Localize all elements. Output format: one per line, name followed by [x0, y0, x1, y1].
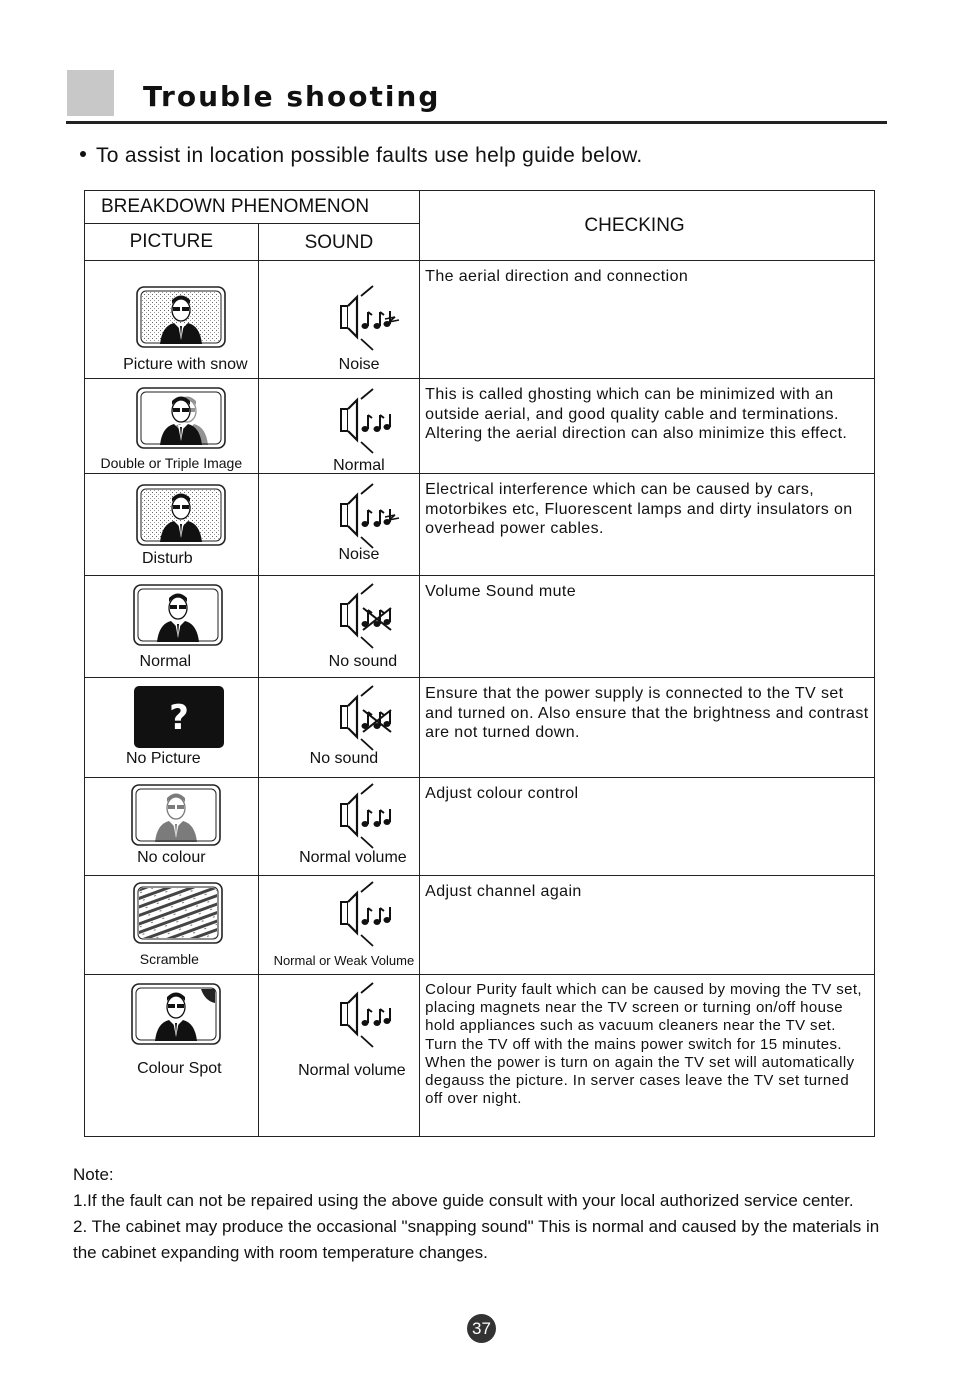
picture-label: Scramble [139, 951, 199, 967]
sound-label: Noise [338, 356, 380, 373]
header-breakdown: BREAKDOWN PHENOMENON [85, 191, 420, 224]
tv-colour-spot-icon [131, 983, 221, 1045]
header-square [67, 70, 114, 116]
checking-text: Colour Purity fault which can be caused by moving the TV set, placing magnets near the TV screen or turning on/off house hold appliances such as vacuum cleaners near the TV set. Turn the TV off with the mains power switch for 15 minutes. When the power is turn on again the TV set will automatically degauss the picture. In server cases leave the TV set turned off over night. [425, 981, 862, 1108]
picture-label: Normal [139, 653, 192, 670]
header-sound: SOUND [258, 224, 420, 261]
sound-label: Normal volume [299, 849, 407, 866]
picture-label: No Picture [125, 750, 201, 767]
tv-normal-icon [133, 584, 223, 646]
sound-label: No sound [328, 653, 398, 670]
header-picture: PICTURE [85, 224, 259, 261]
troubleshooting-table [84, 190, 875, 1137]
checking-text: The aerial direction and connection [425, 268, 689, 285]
tv-ghost-icon [136, 387, 226, 449]
page-title: Trouble shooting [143, 80, 441, 113]
tv-disturb-icon [136, 484, 226, 546]
table-row [85, 678, 875, 778]
speaker-mute-icon [337, 684, 403, 752]
svg-text:?: ? [169, 698, 189, 738]
speaker-noise-icon [337, 284, 403, 352]
sound-label: Noise [338, 546, 380, 563]
sound-label: No sound [309, 750, 379, 767]
picture-label: No colour [137, 849, 206, 866]
speaker-normal-icon [337, 387, 403, 455]
note-1: 1.If the fault can not be repaired using the above guide consult with your local authorized service center. [73, 1191, 854, 1210]
notes-section [73, 1162, 885, 1266]
tv-scramble-icon [133, 882, 223, 944]
speaker-mute-icon [337, 582, 403, 650]
header-checking: CHECKING [420, 191, 875, 261]
table-row [85, 379, 875, 474]
intro-text: To assist in location possible faults use help guide below. [96, 144, 643, 167]
sound-label: Normal or Weak Volume [273, 953, 415, 968]
table-row [85, 261, 875, 379]
note-heading: Note: [73, 1165, 114, 1184]
picture-label: Disturb [141, 550, 193, 567]
page-number: 37 [467, 1314, 496, 1343]
title-rule [66, 121, 887, 124]
checking-text: Adjust colour control [425, 785, 579, 802]
table-row [85, 576, 875, 678]
checking-text: Volume Sound mute [425, 583, 577, 600]
tv-no-colour-icon [131, 784, 221, 846]
picture-label: Colour Spot [137, 1060, 222, 1077]
speaker-normal-icon [337, 981, 403, 1049]
sound-label: Normal volume [298, 1062, 406, 1079]
checking-text: This is called ghosting which can be minimized with an outside aerial, and good quality cable and terminations. Altering the aerial direction can also minimize this effect. [425, 386, 848, 442]
sound-label: Normal [333, 457, 385, 474]
table-row [85, 474, 875, 576]
speaker-noise-icon [337, 482, 403, 550]
checking-text: Electrical interference which can be caused by cars, motorbikes etc, Fluorescent lamps and dirty insulators on overhead power cables. [425, 481, 853, 537]
table-row [85, 876, 875, 975]
picture-label: Double or Triple Image [100, 455, 243, 471]
table-row [85, 975, 875, 1137]
tv-no-picture-icon [133, 685, 225, 749]
checking-text: Adjust channel again [425, 883, 582, 900]
picture-label: Picture with snow [123, 356, 248, 373]
speaker-normal-icon [337, 880, 403, 948]
table-row [85, 778, 875, 876]
intro-line [80, 144, 643, 168]
tv-snow-icon [136, 286, 226, 348]
bullet-icon [80, 151, 86, 157]
checking-text: Ensure that the power supply is connected to the TV set and turned on. Also ensure that the brightness and contrast are not turned down. [425, 685, 869, 741]
note-2: 2. The cabinet may produce the occasional "snapping sound" This is normal and caused by the materials in the cabinet expanding with room temperature changes. [73, 1217, 880, 1262]
speaker-normal-icon [337, 782, 403, 850]
